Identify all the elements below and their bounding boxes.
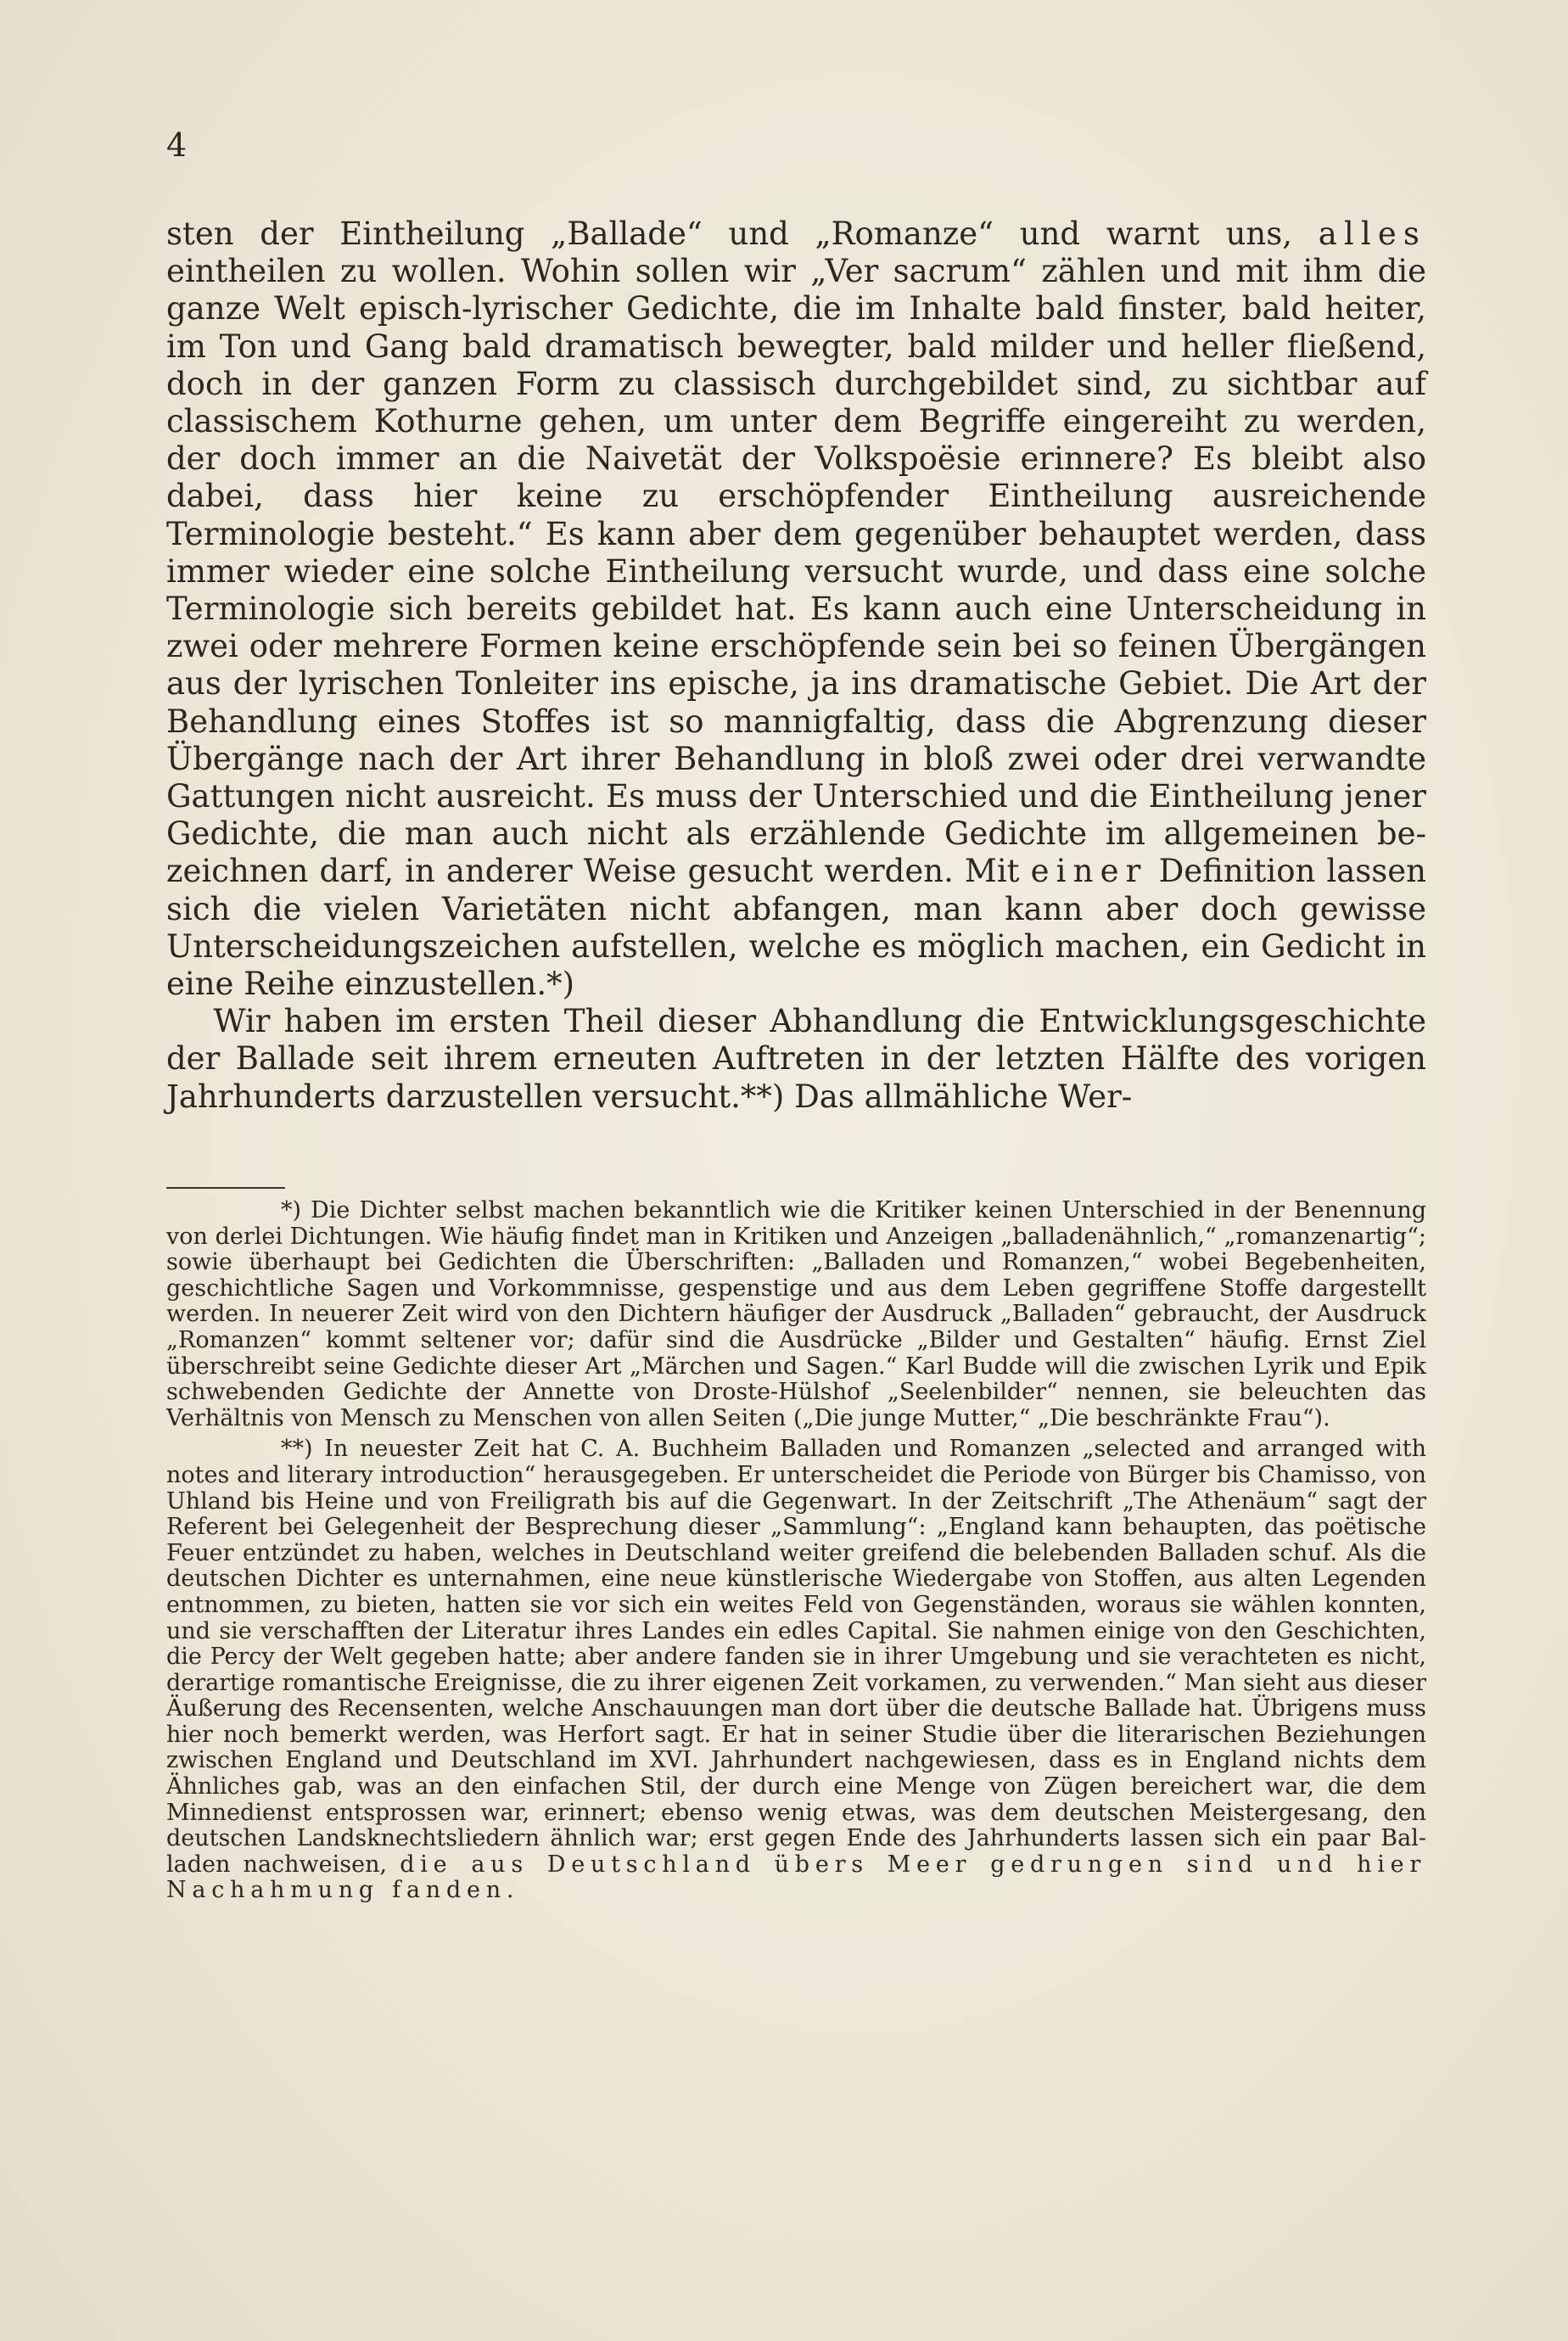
emphasized-word: einer — [1030, 853, 1148, 890]
footnote-separator — [166, 1187, 285, 1189]
text-run: **) In neuester Zeit hat C. A. Buchheim Balladen und Romanzen „selected and arranged with notes and literary introduction“ herausgegeben. Er unterscheidet die Periode von Bürger bis Chamisso, von Uhland bis Heine und von Freiligrath bis auf die Gegenwart. In der Zeitschrift „The Athenäum“ sagt der Referent bei Gelegenheit der Besprechung dieser „Sammlung“: „England kann behaupten, das poëtische Feuer entzündet zu haben, welches in Deutschland weiter greifend die belebenden Balladen schuf. Als die deutschen Dichter es unternahmen, eine neue künstlerische Wiedergabe von Stoffen, aus alten Legenden entnommen, zu bieten, hatten sie vor sich ein weites Feld von Gegenständen, woraus sie wählen konnten, und sie verschafften der Literatur ihres Landes ein edles Capital. Sie nahmen einige von den Geschichten, die Percy der Welt gegeben hatte; aber andere fanden sie in ihrer Umgebung und sie verachteten es nicht, derartige romantische Ereignisse, die zu ihrer eigenen Zeit vorkamen, zu verwenden.“ Man sieht aus dieser Äußerung des Recensenten, welche Anschauungen man dort über die deutsche Ballade hat. Übrigens muss hier noch bemerkt werden, was Herfort sagt. Er hat in seiner Studie über die literarischen Beziehungen zwischen England und Deutschland im XVI. Jahrhundert nachgewiesen, dass es in England nichts dem Ähnliches gab, was an den einfachen Stil, der durch eine Menge von Zügen bereichert war, die dem Minnedienst entsprossen war, erinnert; ebenso wenig etwas, was dem deutschen Meistergesang, den deutschen Landsknechtsliedern ähnlich war; erst gegen Ende des Jahrhunderts lassen sich ein paar Balladen nachweisen, — [166, 1436, 1426, 1878]
text-run: Definition lassen sich die vielen Varietäten nicht abfangen, man kann aber doch gewisse Unterscheidungszeichen aufstellen, welche es möglich machen, ein Gedicht in eine Reihe einzustellen.*) — [166, 853, 1427, 1003]
emphasized-word: alles — [1318, 216, 1426, 252]
body-paragraph-1 — [166, 216, 1426, 1003]
text-run: Wir haben im ersten Theil dieser Abhandlung die Entwicklungsgeschichte der Ballade seit ihrem erneuten Auftreten in der letzten Hälfte des vorigen Jahrhunderts darzustellen versucht.**) Das allmähliche Wer- — [166, 1003, 1426, 1115]
page-number: 4 — [166, 126, 188, 164]
body-paragraph-2 — [166, 1003, 1426, 1116]
main-body-text — [166, 216, 1426, 1116]
text-run: *) Die Dichter selbst machen bekanntlich wie die Kritiker keinen Unterschied in der Benennung von derlei Dichtungen. Wie häufig findet man in Kritiken und Anzeigen „balladenähnlich,“ „romanzenartig“; sowie überhaupt bei Gedichten die Überschriften: „Balladen und Romanzen,“ wobei Begebenheiten, geschichtliche Sagen und Vorkommnisse, gespenstige und aus dem Leben gegriffene Stoffe dargestellt werden. In neuerer Zeit wird von den Dichtern häufiger der Ausdruck „Balladen“ gebraucht, der Ausdruck „Romanzen“ kommt seltener vor; dafür sind die Ausdrücke „Bilder und Gestalten“ häufig. Ernst Ziel überschreibt seine Gedichte dieser Art „Märchen und Sagen.“ Karl Budde will die zwischen Lyrik und Epik schwebenden Gedichte der Annette von Droste-Hülshof „Seelenbilder“ nennen, sie beleuchten das Verhältnis von Mensch zu Menschen von allen Seiten („Die junge Mutter,“ „Die beschränkte Frau“). — [166, 1197, 1426, 1431]
text-run: eintheilen zu wollen. Wohin sollen wir „Ver sacrum“ zählen und mit ihm die ganze Welt episch-lyrischer Gedichte, die im Inhalte bald finster, bald heiter, im Ton und Gang bald dramatisch bewegter, bald milder und heller fließend, doch in der ganzen Form zu classisch durchgebildet sind, zu sichtbar auf classischem Kothurne gehen, um unter dem Begriffe eingereiht zu werden, der doch immer an die Naivetät der Volkspoësie erinnere? Es bleibt also dabei, dass hier keine zu erschöpfender Eintheilung ausreichende Terminologie besteht.“ Es kann aber dem gegenüber behauptet werden, dass immer wieder eine solche Eintheilung versucht wurde, und dass eine solche Terminologie sich bereits gebildet hat. Es kann auch eine Unterscheidung in zwei oder mehrere Formen keine erschöpfende sein bei so feinen Übergängen aus der lyrischen Tonleiter ins epische, ja ins dramatische Gebiet. Die Art der Behandlung eines Stoffes ist so mannigfaltig, dass die Abgrenzung dieser Übergänge nach der Art ihrer Behandlung in bloß zwei oder drei verwandte Gattungen nicht ausreicht. Es muss der Unterschied und die Eintheilung jener Gedichte, die man auch nicht als erzählende Gedichte im allgemeinen bezeichnen darf, in anderer Weise gesucht werden. Mit — [166, 253, 1426, 890]
footnote-2 — [166, 1437, 1426, 1904]
footnotes — [166, 1198, 1426, 1904]
emphasized-passage: die aus Deutschland übers Meer gedrungen sind und hier Nachahmung fanden. — [166, 1851, 1426, 1904]
footnote-1 — [166, 1198, 1426, 1431]
text-run: sten der Eintheilung „Ballade“ und „Romanze“ und warnt uns, — [166, 216, 1319, 252]
